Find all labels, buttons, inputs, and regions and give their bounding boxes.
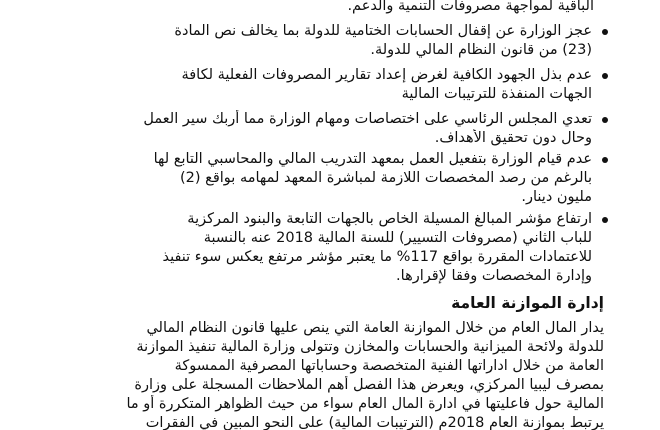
bullet-line: ارتفاع مؤشر المبالغ المسيلة الخاص بالجهات التابعة والبنود المركزية [187,211,592,227]
bullet-line: عدم قيام الوزارة بتفعيل العمل بمعهد التدريب المالي والمحاسبي التابع لها [153,151,592,167]
bullet-text [92,66,592,104]
body-paragraph [76,319,604,430]
bullet-line: (23) من قانون النظام المالي للدولة. [370,42,592,58]
body-line: المالية حول فاعليتها في ادارة المال العام سواء من حيث الظواهر المتكررة أو ما [126,396,604,412]
bullet-line: للباب الثاني (مصروفات التسيير) للسنة المالية 2018 عنه بالنسبة [203,230,592,246]
bullet-line: وإدارة المخصصات وفقا لإقرارها. [396,268,592,284]
body-line: يرتبط بموازنة العام 2018م (الترتيبات المالية) على النحو المبين في الفقرات [145,415,604,430]
section-heading: إدارة الموازنة العامة [451,294,604,312]
bullet-line: للاعتمادات المقررة بواقع 117% ما يعتبر مؤشر مرتفع يعكس سوء تنفيذ [162,249,592,265]
bullet-marker [602,29,608,35]
bullet-line: الجهات المنفذة للترتيبات المالية [401,86,592,102]
bullet-text [92,150,592,207]
bullet-marker [602,117,608,123]
bullet-line: عجز الوزارة عن إقفال الحسابات الختامية للدولة بما يخالف نص المادة [174,23,592,39]
body-line: للدولة ولائحة الميزانية والحسابات والمخازن وتتولى وزارة المالية تنفيذ الموازنة [136,339,604,355]
bullet-text [92,110,592,148]
body-line: يدار المال العام من خلال الموازنة العامة التي ينص عليها قانون النظام المالي [146,320,604,336]
bullet-marker [602,217,608,223]
body-line: العامة من خلال اداراتها الفنية المتخصصة وحساباتها المصرفية الممسوكة [174,358,604,374]
body-line: بمصرف ليبيا المركزي، ويعرض هذا الفصل أهم الملاحظات المسجلة على وزارة [134,377,604,393]
bullet-line: وحال دون تحقيق الأهداف. [434,130,592,146]
bullet-line: بالرغم من رصد المخصصات اللازمة لمباشرة المعهد لمهامه بواقع (2) [179,170,592,186]
bullet-text [92,210,592,286]
bullet-marker [602,73,608,79]
bullet-marker [602,157,608,163]
bullet-line: عدم بذل الجهود الكافية لغرض إعداد تقارير المصروفات الفعلية لكافة [181,67,592,83]
bullet-line: مليون دينار. [521,189,592,205]
intro-line: الباقية لمواجهة مصروفات التنمية والدعم. [347,0,594,14]
intro-paragraph [94,0,594,16]
bullet-text [92,22,592,60]
bullet-line: تعدي المجلس الرئاسي على اختصاصات ومهام الوزارة مما أربك سير العمل [143,111,592,127]
